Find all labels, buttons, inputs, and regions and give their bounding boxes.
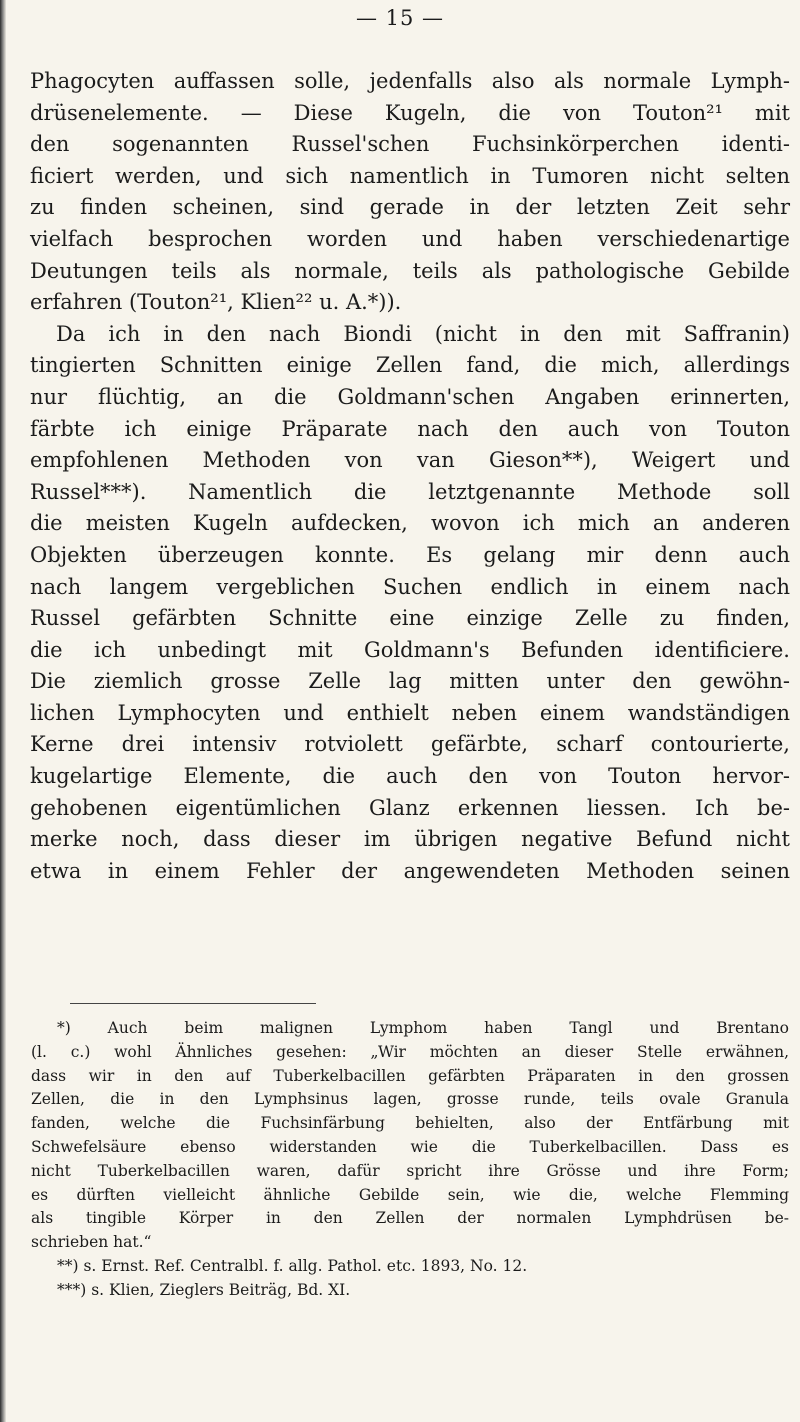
text-line: merke noch, dass dieser im übrigen negative Befund nicht <box>30 827 790 852</box>
footnote-line: dass wir in den auf Tuberkelbacillen gefärbten Präparaten in den grossen <box>31 1066 789 1085</box>
footnote-line: fanden, welche die Fuchsinfärbung behielten, also der Entfärbung mit <box>31 1114 789 1133</box>
footnotes <box>31 1017 789 1303</box>
footnote-line: (l. c.) wohl Ähnliches gesehen: „Wir möchten an dieser Stelle erwähnen, <box>31 1042 789 1061</box>
text-line: lichen Lymphocyten und enthielt neben einem wandständigen <box>30 700 790 725</box>
text-line: ficiert werden, und sich namentlich in Tumoren nicht selten <box>30 163 790 188</box>
scan-edge <box>0 0 6 1422</box>
text-line: tingierten Schnitten einige Zellen fand, die mich, allerdings <box>30 353 790 378</box>
text-line: Russel***). Namentlich die letztgenannte Methode soll <box>30 479 790 504</box>
footnote-divider <box>70 1003 316 1004</box>
text-line: nach langem vergeblichen Suchen endlich in einem nach <box>30 574 790 599</box>
footnote-line: schrieben hat.“ <box>31 1233 152 1252</box>
footnote-line: **) s. Ernst. Ref. Centralbl. f. allg. Pathol. etc. 1893, No. 12. <box>57 1256 528 1275</box>
text-line: die meisten Kugeln aufdecken, wovon ich mich an anderen <box>30 511 790 536</box>
footnote-line: es dürften vielleicht ähnliche Gebilde sein, wie die, welche Flemming <box>31 1185 789 1204</box>
body-text <box>30 66 790 887</box>
footnote-line: nicht Tuberkelbacillen waren, dafür spricht ihre Grösse und ihre Form; <box>31 1161 789 1180</box>
text-line: gehobenen eigentümlichen Glanz erkennen liessen. Ich be- <box>30 795 790 820</box>
text-line: erfahren (Touton²¹, Klien²² u. A.*)). <box>30 290 402 315</box>
text-line: Kerne drei intensiv rotviolett gefärbte, scharf contourierte, <box>30 732 790 757</box>
text-line: Die ziemlich grosse Zelle lag mitten unter den gewöhn- <box>30 669 790 694</box>
text-line: kugelartige Elemente, die auch den von Touton hervor- <box>30 764 790 789</box>
text-line: die ich unbedingt mit Goldmann's Befunden identificiere. <box>30 637 790 662</box>
text-line: Phagocyten auffassen solle, jedenfalls also als normale Lymph- <box>30 69 790 93</box>
text-line: zu finden scheinen, sind gerade in der letzten Zeit sehr <box>30 195 790 220</box>
footnote-line: Schwefelsäure ebenso widerstanden wie die Tuberkelbacillen. Dass es <box>31 1137 789 1156</box>
footnote-line: *) Auch beim malignen Lymphom haben Tangl und Brentano <box>57 1019 789 1037</box>
text-line: drüsenelemente. — Diese Kugeln, die von Touton²¹ mit <box>30 100 790 125</box>
footnote-line: Zellen, die in den Lymphsinus lagen, grosse runde, teils ovale Granula <box>31 1090 789 1109</box>
text-line: nur flüchtig, an die Goldmann'schen Angaben erinnerten, <box>30 384 790 409</box>
footnote-line: ***) s. Klien, Zieglers Beiträg, Bd. XI. <box>57 1280 351 1299</box>
text-line: färbte ich einige Präparate nach den auch von Touton <box>30 416 790 441</box>
text-line: den sogenannten Russel'schen Fuchsinkörperchen identi- <box>30 132 790 157</box>
text-line: Russel gefärbten Schnitte eine einzige Zelle zu finden, <box>30 606 790 631</box>
text-line: Deutungen teils als normale, teils als pathologische Gebilde <box>30 258 790 283</box>
footnote-line: als tingible Körper in den Zellen der normalen Lymphdrüsen be- <box>31 1209 789 1228</box>
text-line: Objekten überzeugen konnte. Es gelang mir denn auch <box>30 542 790 567</box>
page-number: — 15 — <box>355 6 445 30</box>
text-line: vielfach besprochen worden und haben verschiedenartige <box>30 226 790 251</box>
text-line: empfohlenen Methoden von van Gieson**), Weigert und <box>30 448 790 473</box>
text-line: etwa in einem Fehler der angewendeten Methoden seinen <box>30 858 790 883</box>
text-line: Da ich in den nach Biondi (nicht in den mit Saffranin) <box>56 321 790 346</box>
